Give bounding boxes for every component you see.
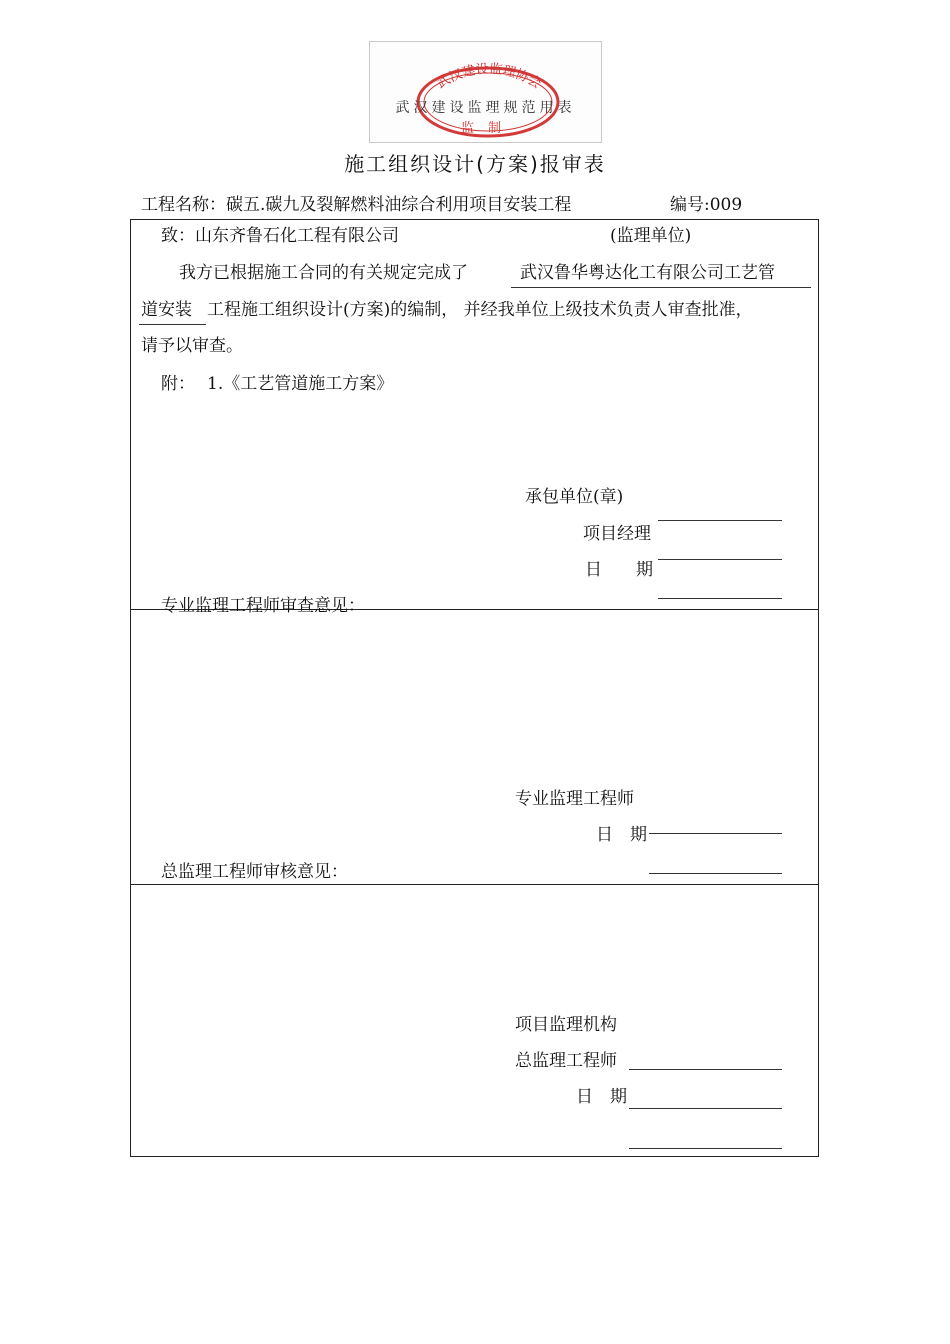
date-label-1: 日 期: [585, 560, 653, 580]
date-label-2: 日 期: [596, 825, 647, 845]
form-table: [130, 219, 819, 1157]
section-divider-2: [130, 884, 819, 885]
stamp-middle-text: 武汉建设监理规范用表: [395, 100, 576, 116]
chief-opinion-label: 总监理工程师审核意见：: [161, 862, 348, 882]
body-underline-1: [511, 287, 811, 288]
date-line-1: [658, 559, 782, 560]
number-label: 编号:: [670, 195, 710, 215]
body-line2-rest: 工程施工组织设计(方案)的编制， 并经我单位上级技术负责人审查批准，: [207, 300, 753, 320]
body-line3: 请予以审查。: [141, 336, 243, 356]
body-line1-prefix: 我方已根据施工合同的有关规定完成了: [179, 263, 468, 283]
number-value: 009: [709, 195, 743, 215]
org-label: 项目监理机构: [515, 1015, 617, 1035]
stamp-seal-graphic: [370, 42, 601, 142]
body-line2-filled: 道安装: [141, 300, 192, 320]
to-role: (监理单位): [610, 226, 692, 246]
supervision-stamp: [369, 41, 602, 143]
attach-label: 附：: [161, 374, 195, 394]
to-company: 山东齐鲁石化工程有限公司: [195, 226, 399, 246]
svg-text:武汉建设监理协会: 武汉建设监理协会: [434, 61, 544, 92]
chief-signature-line: [629, 1069, 782, 1070]
date-line-1b: [658, 598, 782, 599]
body-line1-filled: 武汉鲁华粤达化工有限公司工艺管: [520, 263, 775, 283]
to-line: [161, 221, 399, 246]
date-line-3b: [629, 1148, 782, 1149]
body-underline-2: [139, 324, 206, 325]
project-name: 碳五.碳九及裂解燃料油综合利用项目安装工程: [226, 195, 572, 215]
manager-label: 项目经理: [583, 524, 651, 544]
page-title: 施工组织设计(方案)报审表: [344, 152, 606, 176]
attach-item: 1.《工艺管道施工方案》: [207, 374, 394, 394]
date-line-3: [629, 1108, 782, 1109]
date-line-2: [649, 833, 782, 834]
project-name-line: [141, 190, 571, 215]
engineer-opinion-label: 专业监理工程师审查意见：: [161, 596, 365, 616]
form-number: [670, 190, 742, 215]
date-label-3: 日 期: [576, 1087, 627, 1107]
contractor-label: 承包单位(章): [525, 487, 624, 507]
manager-signature-line: [658, 520, 782, 521]
svg-text:监制: 监制: [460, 121, 516, 136]
project-label: 工程名称：: [141, 195, 226, 215]
engineer-label: 专业监理工程师: [515, 789, 634, 809]
date-line-2b: [649, 873, 782, 874]
to-label: 致：: [161, 226, 195, 246]
chief-label: 总监理工程师: [515, 1051, 617, 1071]
